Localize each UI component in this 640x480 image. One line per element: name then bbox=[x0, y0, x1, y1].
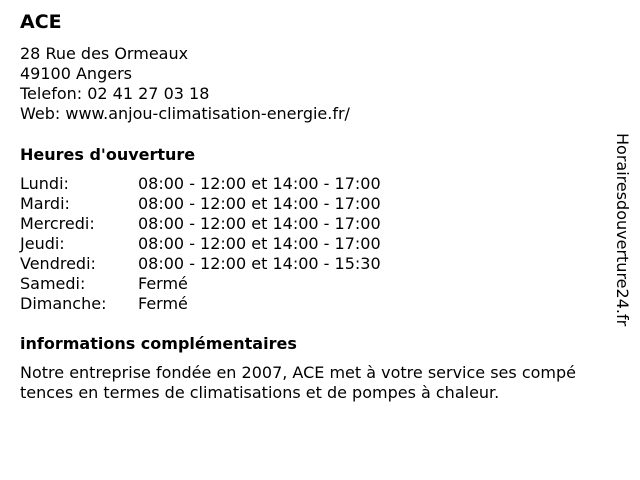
phone-number: Telefon: 02 41 27 03 18 bbox=[20, 84, 210, 103]
hours-row-saturday bbox=[20, 274, 381, 294]
hours-row-sunday bbox=[20, 294, 381, 314]
website: Web: www.anjou-climatisation-energie.fr/ bbox=[20, 104, 350, 123]
business-address-block bbox=[20, 44, 350, 124]
day-label: Dimanche: bbox=[20, 294, 107, 313]
hours-row-thursday bbox=[20, 234, 381, 254]
opening-hours-table bbox=[20, 174, 381, 314]
day-label: Samedi: bbox=[20, 274, 86, 293]
business-name: ACE bbox=[20, 11, 62, 33]
time-value: 08:00 - 12:00 et 14:00 - 17:00 bbox=[138, 234, 381, 253]
opening-hours-heading: Heures d'ouverture bbox=[20, 145, 196, 164]
hours-row-tuesday bbox=[20, 194, 381, 214]
business-description bbox=[20, 363, 630, 403]
time-value: Fermé bbox=[138, 294, 188, 313]
hours-row-wednesday bbox=[20, 214, 381, 234]
day-label: Mercredi: bbox=[20, 214, 95, 233]
street-address: 28 Rue des Ormeaux bbox=[20, 44, 189, 63]
watermark: Horairesdouverture24.fr bbox=[613, 133, 632, 327]
description-line: Notre entreprise fondée en 2007, ACE met à votre service ses compé bbox=[20, 363, 576, 382]
day-label: Mardi: bbox=[20, 194, 70, 213]
description-line: tences en termes de climatisations et de pompes à chaleur. bbox=[20, 383, 500, 402]
day-label: Vendredi: bbox=[20, 254, 96, 273]
time-value: 08:00 - 12:00 et 14:00 - 17:00 bbox=[138, 174, 381, 193]
time-value: 08:00 - 12:00 et 14:00 - 17:00 bbox=[138, 214, 381, 233]
hours-row-monday bbox=[20, 174, 381, 194]
day-label: Jeudi: bbox=[20, 234, 65, 253]
hours-row-friday bbox=[20, 254, 381, 274]
day-label: Lundi: bbox=[20, 174, 69, 193]
time-value: 08:00 - 12:00 et 14:00 - 17:00 bbox=[138, 194, 381, 213]
additional-info-heading: informations complémentaires bbox=[20, 334, 297, 353]
time-value: Fermé bbox=[138, 274, 188, 293]
time-value: 08:00 - 12:00 et 14:00 - 15:30 bbox=[138, 254, 381, 273]
city-postcode: 49100 Angers bbox=[20, 64, 132, 83]
